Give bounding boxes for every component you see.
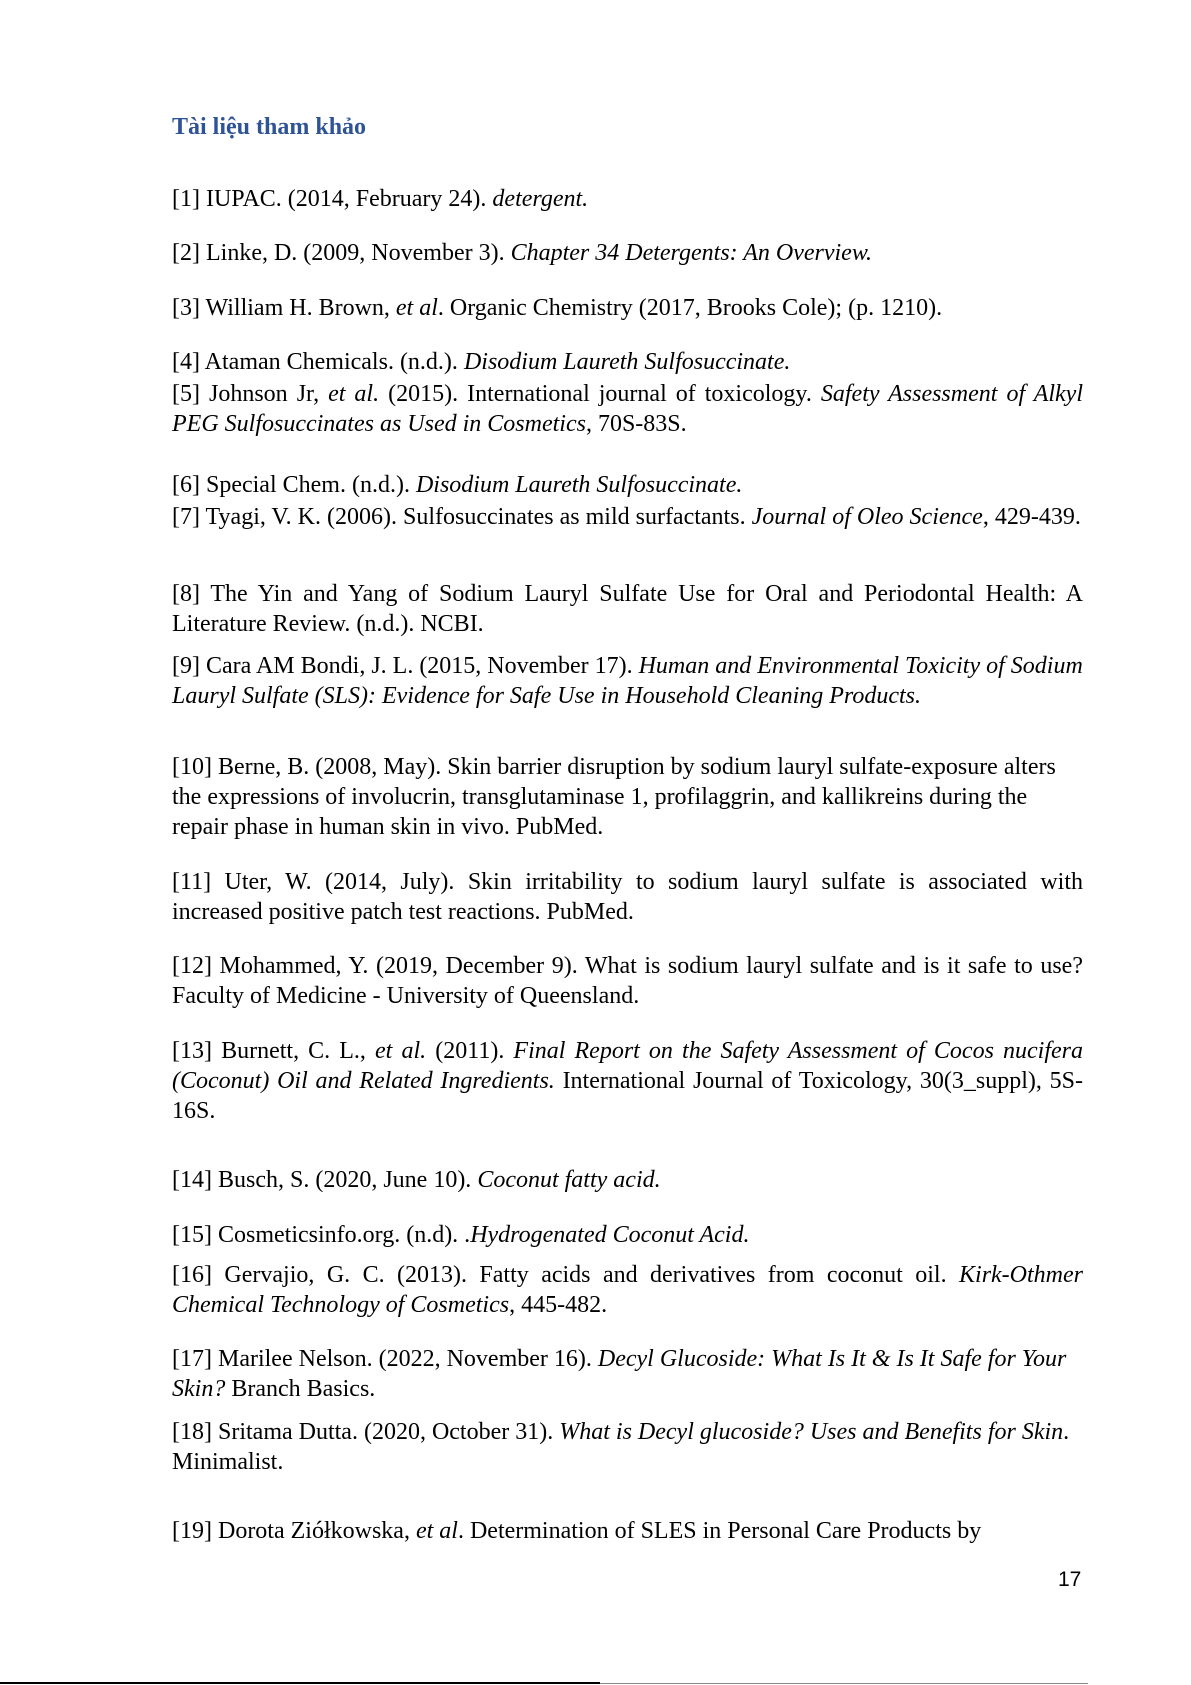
reference-text: [2] Linke, D. (2009, November 3). — [172, 240, 511, 266]
reference-text: (2011). — [426, 1038, 514, 1064]
reference-item — [172, 502, 1083, 532]
reference-text: , 429-439. — [982, 504, 1081, 530]
reference-text: [14] Busch, S. (2020, June 10). — [172, 1167, 478, 1193]
reference-text: [3] William H. Brown, — [172, 295, 396, 321]
reference-item — [172, 1220, 1083, 1250]
reference-text: [5] Johnson Jr, — [172, 381, 329, 407]
reference-italic-text: Kirk-Othmer Chemical Technology of Cosmetics — [172, 1262, 1083, 1318]
references-heading: Tài liệu tham khảo — [172, 114, 367, 140]
page-number: 17 — [1058, 1568, 1082, 1591]
reference-item — [172, 238, 1083, 268]
reference-text: International Journal of Toxicology, 30(3_suppl), 5S-16S. — [172, 1068, 1083, 1124]
footer-rule — [0, 1682, 600, 1684]
reference-italic-text: Disodium Laureth Sulfosuccinate. — [415, 472, 743, 498]
reference-text: [17] Marilee Nelson. (2022, November 16). — [172, 1346, 598, 1372]
reference-italic-text: Chapter 34 Detergents: An Overview. — [510, 240, 873, 266]
reference-text: [19] Dorota Ziółkowska, — [172, 1518, 416, 1544]
reference-italic-text: What is Decyl glucoside? Uses and Benefits for Skin — [559, 1419, 1064, 1445]
reference-italic-text: et al — [415, 1518, 458, 1544]
reference-text: [12] Mohammed, Y. (2019, December 9). What is sodium lauryl sulfate and is it safe to use? Faculty of Medicine - University of Queensland. — [172, 953, 1083, 1009]
reference-italic-text: et al — [395, 295, 438, 321]
reference-item — [172, 1417, 1083, 1477]
reference-item — [172, 293, 1083, 323]
reference-italic-text: Journal of Oleo Science — [751, 504, 983, 530]
reference-text: . Determination of SLES in Personal Care Products by — [457, 1518, 982, 1544]
reference-item — [172, 1165, 1083, 1195]
reference-italic-text: Safety Assessment of Alkyl PEG Sulfosuccinates as Used in Cosmetics — [172, 381, 1083, 437]
reference-item — [172, 1516, 1083, 1546]
reference-text: , 445-482. — [509, 1292, 608, 1318]
reference-text: Branch Basics. — [225, 1376, 376, 1402]
reference-italic-text: Decyl Glucoside: What Is It & Is It Safe for Your Skin? — [172, 1346, 1067, 1402]
reference-text: , 70S-83S. — [585, 411, 687, 437]
reference-item — [172, 1344, 1083, 1404]
reference-item — [172, 379, 1083, 439]
reference-item — [172, 470, 1083, 500]
reference-text: [15] Cosmeticsinfo.org. (n.d). . — [172, 1222, 471, 1248]
reference-text: [16] Gervajio, G. C. (2013). Fatty acids and derivatives from coconut oil. — [172, 1262, 960, 1288]
reference-item — [172, 1036, 1083, 1126]
reference-text: . Organic Chemistry (2017, Brooks Cole); (p. 1210). — [437, 295, 943, 321]
reference-text: [8] The Yin and Yang of Sodium Lauryl Sulfate Use for Oral and Periodontal Health: A Literature Review. (n.d.). NCBI. — [172, 581, 1083, 637]
reference-text: [7] Tyagi, V. K. (2006). Sulfosuccinates as mild surfactants. — [172, 504, 752, 530]
reference-text: [18] Sritama Dutta. (2020, October 31). — [172, 1419, 560, 1445]
reference-text: [13] Burnett, C. L., — [172, 1038, 376, 1064]
reference-italic-text: et al. — [328, 381, 380, 407]
reference-italic-text: Human and Environmental Toxicity of Sodium Lauryl Sulfate (SLS): Evidence for Safe Use in Household Cleaning Products. — [172, 653, 1083, 709]
reference-text: [10] Berne, B. (2008, May). Skin barrier disruption by sodium lauryl sulfate-exposure alters the expressions of involucrin, transglutaminase 1, profilaggrin, and kallikreins during the repair phase in human skin in vivo. PubMed. — [172, 754, 1056, 840]
reference-item — [172, 1260, 1083, 1320]
reference-item — [172, 651, 1083, 711]
reference-italic-text: Disodium Laureth Sulfosuccinate. — [463, 349, 791, 375]
reference-text: [11] Uter, W. (2014, July). Skin irritability to sodium lauryl sulfate is associated with increased positive patch test reactions. PubMed. — [172, 869, 1083, 925]
reference-italic-text: detergent. — [492, 186, 589, 212]
reference-text: [6] Special Chem. (n.d.). — [172, 472, 416, 498]
reference-text: (2015). International journal of toxicology. — [379, 381, 821, 407]
reference-italic-text: Hydrogenated Coconut Acid. — [470, 1222, 750, 1248]
reference-item — [172, 752, 1083, 842]
reference-text: [9] Cara AM Bondi, J. L. (2015, November 17). — [172, 653, 639, 679]
reference-item — [172, 184, 1083, 214]
reference-text: . Minimalist. — [172, 1419, 1070, 1475]
reference-text: [1] IUPAC. (2014, February 24). — [172, 186, 493, 212]
reference-item — [172, 579, 1083, 639]
reference-item — [172, 347, 1083, 377]
reference-italic-text: et al. — [375, 1038, 427, 1064]
reference-italic-text: Final Report on the Safety Assessment of Cocos nucifera (Coconut) Oil and Related Ingredients. — [172, 1038, 1084, 1094]
reference-item — [172, 867, 1083, 927]
reference-text: [4] Ataman Chemicals. (n.d.). — [172, 349, 464, 375]
reference-italic-text: Coconut fatty acid. — [477, 1167, 661, 1193]
footer-rule-light — [600, 1683, 1088, 1684]
reference-item — [172, 951, 1083, 1011]
